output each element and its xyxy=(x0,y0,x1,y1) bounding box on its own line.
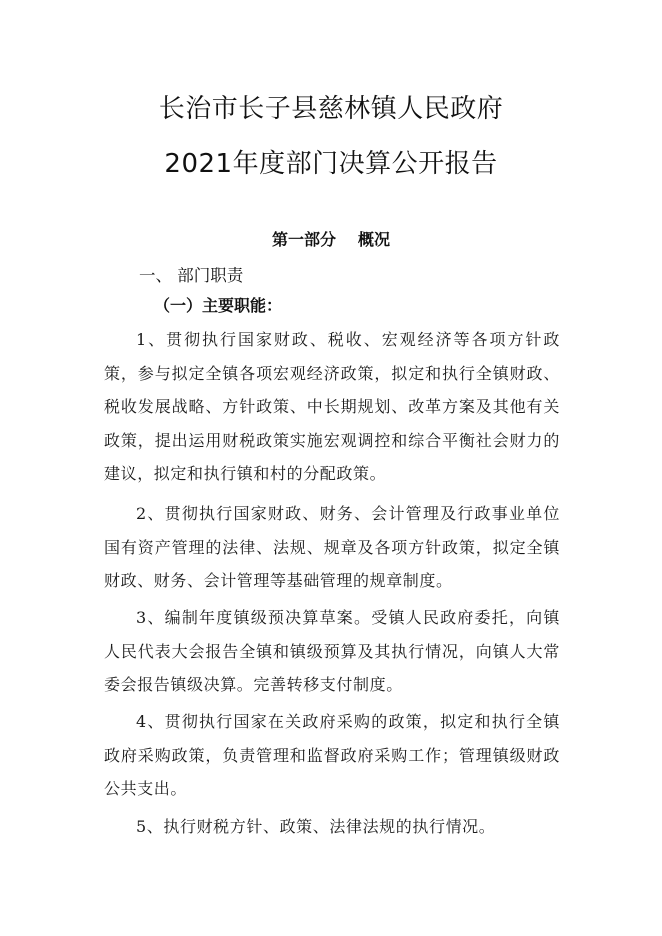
paragraph-3: 3、编制年度镇级预决算草案。受镇人民政府委托，向镇人民代表大会报告全镇和镇级预算及其执行情况，向镇人大常委会报告镇级决算。完善转移支付制度。 xyxy=(104,608,560,694)
section-heading: 一、 部门职责 xyxy=(139,266,244,285)
part-label: 第一部分 xyxy=(271,230,336,249)
sub-heading: （一）主要职能： xyxy=(154,296,283,315)
paragraph-1: 1、贯彻执行国家财政、税收、宏观经济等各项方针政策，参与拟定全镇各项宏观经济政策，拟定和执行全镇财政、税收发展战略、方针政策、中长期规划、改革方案及其他有关政策，提出运用财税政策实施宏观调控和综合平衡社会财力的建议，拟定和执行镇和村的分配政策。 xyxy=(104,330,560,483)
part-name: 概况 xyxy=(358,230,391,249)
paragraph-4: 4、贯彻执行国家在关政府采购的政策，拟定和执行全镇政府采购政策，负责管理和监督政府采购工作；管理镇级财政公共支出。 xyxy=(104,712,560,798)
document-title-line-1: 长治市长子县慈林镇人民政府 xyxy=(158,94,504,124)
paragraph-2: 2、贯彻执行国家财政、财务、会计管理及行政事业单位国有资产管理的法律、法规、规章及各项方针政策，拟定全镇财政、财务、会计管理等基础管理的规章制度。 xyxy=(104,504,560,590)
paragraph-5: 5、执行财税方针、政策、法律法规的执行情况。 xyxy=(136,817,496,836)
part-heading xyxy=(0,227,662,250)
document-title-line-2: 2021年度部门决算公开报告 xyxy=(164,149,498,179)
